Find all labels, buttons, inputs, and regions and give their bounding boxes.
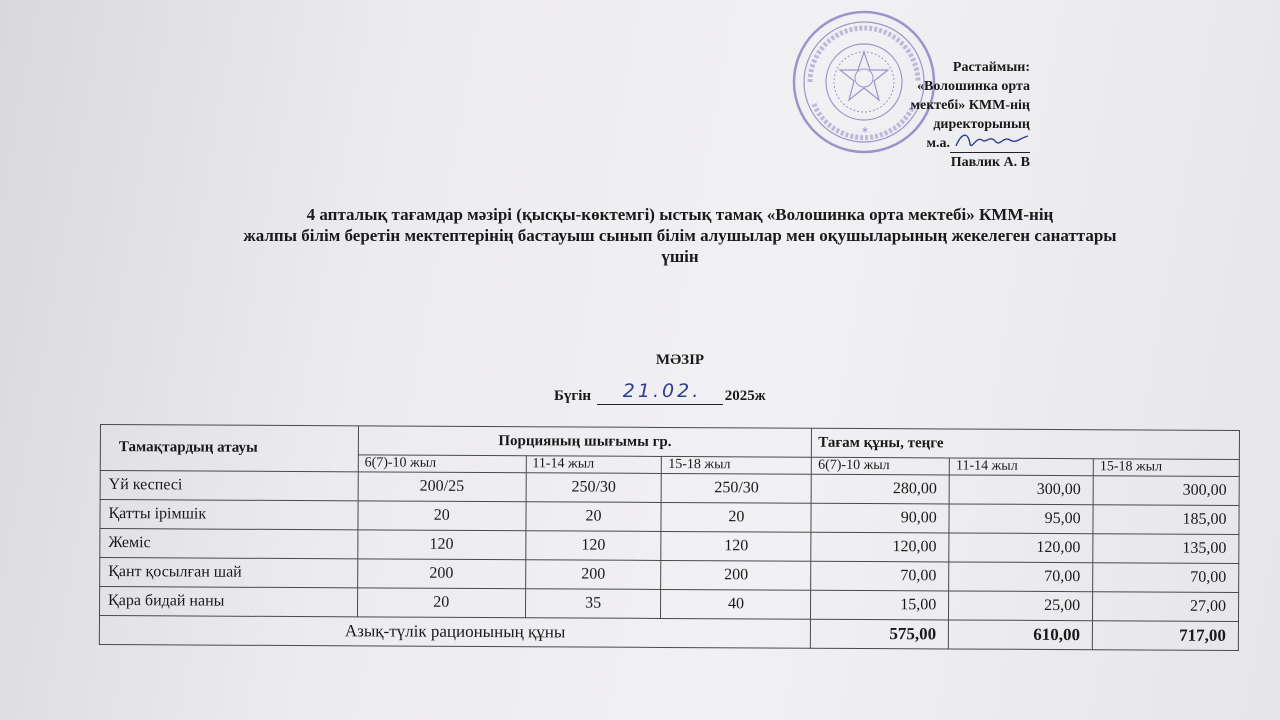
approval-line-6: Павлик А. В: [950, 155, 1030, 170]
title-line-1: 4 апталық тағамдар мәзірі (қысқы-көктемгі) ыстық тамақ «Волошинка орта мектебі» КММ-нің: [306, 205, 1054, 224]
portion-1: 20: [357, 588, 525, 618]
signature-line: [950, 138, 1030, 153]
cost-3: 185,00: [1093, 505, 1239, 535]
portion-2: 35: [525, 589, 661, 619]
cost-2: 95,00: [949, 504, 1093, 534]
approval-line-4: директорының: [933, 117, 1030, 132]
portion-1: 200: [357, 559, 525, 589]
cost-1: 70,00: [811, 561, 949, 591]
cost-age-3: 15-18 жыл: [1093, 459, 1239, 477]
menu-table: [99, 424, 1240, 651]
date-line: [554, 380, 766, 405]
column-header-cost: Тағам құны, теңге: [812, 428, 1240, 459]
menu-heading: МӘЗІР: [655, 352, 705, 368]
acting-abbrev: м.а.: [926, 136, 950, 151]
dish-name: Үй кеспесі: [100, 471, 358, 501]
title-line-3: үшін: [661, 247, 699, 266]
table-header-row: [100, 425, 1239, 460]
date-prefix: Бүгін: [554, 388, 592, 404]
approval-block: [860, 58, 1030, 172]
column-header-name: Тамақтардың атауы: [100, 425, 358, 472]
approval-line-5: [860, 134, 1030, 153]
portion-2: 200: [525, 560, 661, 590]
approval-line-2: «Волошинка орта: [917, 79, 1030, 94]
cost-1: 15,00: [811, 590, 949, 620]
portion-3: 200: [661, 560, 811, 590]
portion-2: 120: [525, 531, 661, 561]
cost-1: 280,00: [811, 474, 949, 504]
approval-line-3: мектебі» КММ-нің: [910, 98, 1030, 113]
portion-age-2: 11-14 жыл: [526, 456, 662, 474]
table-total-row: [99, 616, 1238, 651]
dish-name: Қатты ірімшік: [100, 500, 358, 530]
portion-3: 250/30: [662, 473, 812, 503]
column-header-portion: Порцияның шығымы гр.: [358, 426, 812, 457]
portion-1: 200/25: [358, 472, 526, 502]
dish-name: Жеміс: [100, 529, 358, 559]
portion-1: 20: [358, 501, 526, 531]
cost-3: 300,00: [1093, 476, 1239, 506]
handwritten-date: 21.02.: [622, 380, 702, 402]
cost-3: 27,00: [1093, 592, 1239, 622]
cost-1: 120,00: [811, 532, 949, 562]
portion-age-1: 6(7)-10 жыл: [358, 455, 526, 473]
cost-2: 25,00: [949, 591, 1093, 621]
total-cost-2: 610,00: [949, 620, 1093, 650]
portion-2: 20: [526, 502, 662, 532]
portion-1: 120: [358, 530, 526, 560]
portion-age-3: 15-18 жыл: [662, 456, 812, 474]
document-title: [120, 204, 1240, 267]
portion-2: 250/30: [526, 473, 662, 503]
cost-2: 70,00: [949, 562, 1093, 592]
dish-name: Қант қосылған шай: [100, 558, 358, 588]
cost-2: 300,00: [949, 475, 1093, 505]
svg-text:*: *: [862, 125, 868, 139]
portion-3: 20: [661, 502, 811, 532]
approval-line-1: Растаймын:: [952, 60, 1030, 75]
date-suffix: 2025ж: [724, 388, 766, 404]
cost-3: 135,00: [1093, 534, 1239, 564]
cost-1: 90,00: [811, 503, 949, 533]
total-label: Азық-түлік рационының құны: [99, 616, 810, 649]
total-cost-1: 575,00: [811, 619, 949, 649]
cost-2: 120,00: [949, 533, 1093, 563]
portion-3: 40: [661, 589, 811, 619]
total-cost-3: 717,00: [1092, 621, 1238, 651]
cost-age-1: 6(7)-10 жыл: [812, 457, 950, 475]
title-line-2: жалпы білім беретін мектептерінің бастауыш сынып білім алушылар мен оқушыларының жекелеген санаттары: [243, 226, 1117, 245]
date-blank: [597, 380, 723, 405]
dish-name: Қара бидай наны: [99, 587, 357, 617]
cost-age-2: 11-14 жыл: [949, 458, 1093, 476]
cost-3: 70,00: [1093, 563, 1239, 593]
portion-3: 120: [661, 531, 811, 561]
signature-icon: [954, 130, 1030, 152]
